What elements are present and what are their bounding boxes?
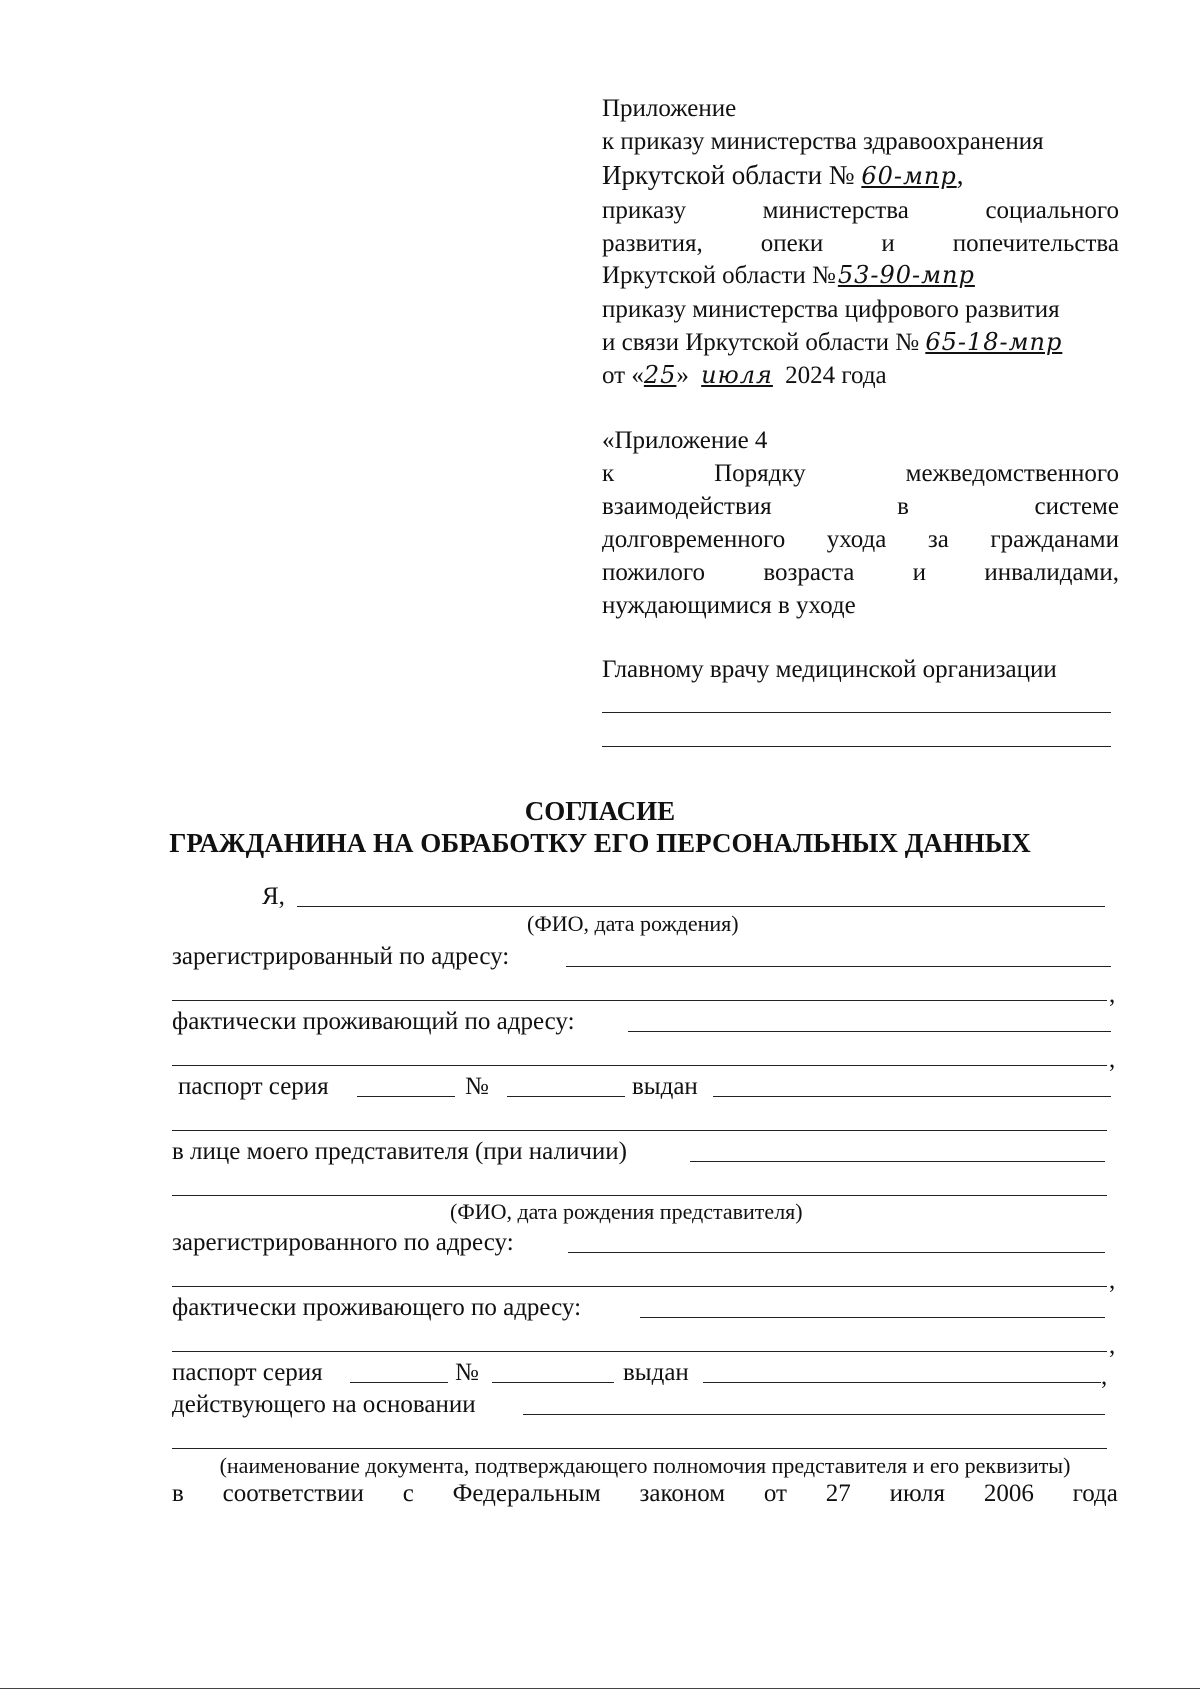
appendix-label: Приложение (602, 95, 737, 122)
registered-address-field-2[interactable] (172, 1000, 1107, 1001)
passport-number-field[interactable] (507, 1096, 625, 1097)
acting-basis-label: действующего на основании (172, 1391, 476, 1418)
passport-series-label: паспорт серия (178, 1073, 329, 1100)
rep-passport-issued-label: выдан (623, 1359, 689, 1386)
rep-actual-label: фактически проживающего по адресу: (172, 1294, 582, 1321)
appendix-line-7: приказу министерства цифрового развития (602, 296, 1060, 323)
fio-caption: (ФИО, дата рождения) (527, 911, 739, 936)
law-reference-line: в соответствии с Федеральным законом от 27 июля 2006 года (172, 1480, 1118, 1507)
fio-field[interactable] (297, 906, 1105, 907)
rep-passport-number-sign: № (455, 1359, 479, 1386)
annex-line-3: взаимодействия в системе (602, 493, 1119, 520)
handwritten-order-number-2: 53-90-мпр (837, 261, 975, 289)
appendix-line-8: и связи Иркутской области № 65-18-мпр (602, 328, 1063, 356)
order-number-label: Иркутской области № (602, 160, 855, 190)
rep-passport-number-field[interactable] (492, 1382, 614, 1383)
representative-field-2[interactable] (172, 1195, 1107, 1196)
handwritten-month: июля (701, 361, 773, 389)
handwritten-day: 25 (643, 361, 677, 389)
rep-passport-issued-field[interactable] (703, 1382, 1101, 1383)
annex-line-2: к Порядку межведомственного (602, 460, 1119, 487)
appendix-order-number-line: Иркутской области № 60-мпр, (602, 160, 964, 190)
passport-series-field[interactable] (357, 1096, 455, 1097)
document-subtitle: ГРАЖДАНИНА НА ОБРАБОТКУ ЕГО ПЕРСОНАЛЬНЫХ ДАННЫХ (169, 828, 1031, 858)
representative-caption: (ФИО, дата рождения представителя) (450, 1199, 803, 1224)
appendix-line-6: Иркутской области №53-90-мпр (602, 261, 975, 289)
actual-address-field[interactable] (628, 1031, 1111, 1032)
actual-address-field-2[interactable] (172, 1065, 1107, 1066)
registered-label: зарегистрированный по адресу: (172, 943, 510, 970)
passport-issued-label: выдан (632, 1073, 698, 1100)
addressee-line: Главному врачу медицинской организации (602, 656, 1057, 683)
rep-actual-address-field-2[interactable] (172, 1351, 1107, 1352)
acting-basis-field[interactable] (523, 1414, 1105, 1415)
ya-label: Я, (262, 883, 285, 910)
appendix-line-4: приказу министерства социального (602, 197, 1119, 224)
rep-registered-address-field-2[interactable] (172, 1286, 1107, 1287)
passport-issued-field-2[interactable] (172, 1130, 1107, 1131)
document-title: СОГЛАСИЕ (524, 796, 676, 826)
annex-title: «Приложение 4 (602, 427, 768, 454)
passport-number-sign: № (465, 1073, 489, 1100)
appendix-line-5: развития, опеки и попечительства (602, 230, 1119, 257)
passport-issued-field[interactable] (713, 1096, 1111, 1097)
document-caption: (наименование документа, подтверждающего полномочия представителя и его реквизиты) (219, 1453, 1071, 1478)
representative-field[interactable] (690, 1161, 1105, 1162)
rep-actual-address-field[interactable] (640, 1317, 1105, 1318)
handwritten-order-number: 60-мпр (861, 162, 957, 190)
rep-passport-series-label: паспорт серия (172, 1359, 323, 1386)
actual-label: фактически проживающий по адресу: (172, 1008, 575, 1035)
appendix-order-line: к приказу министерства здравоохранения (602, 128, 1044, 155)
annex-line-6: нуждающимися в уходе (602, 592, 856, 619)
annex-line-5: пожилого возраста и инвалидами, (602, 559, 1119, 586)
appendix-date-line: от «25» июля 2024 года (602, 361, 887, 389)
acting-basis-field-2[interactable] (172, 1448, 1107, 1449)
addressee-blank-1[interactable] (602, 712, 1111, 713)
handwritten-order-number-3: 65-18-мпр (925, 328, 1063, 356)
rep-registered-address-field[interactable] (568, 1252, 1105, 1253)
rep-passport-series-field[interactable] (350, 1382, 448, 1383)
registered-address-field[interactable] (566, 966, 1111, 967)
addressee-blank-2[interactable] (602, 746, 1111, 747)
rep-registered-label: зарегистрированного по адресу: (172, 1229, 514, 1256)
representative-label: в лице моего представителя (при наличии) (172, 1138, 627, 1165)
annex-line-4: долговременного ухода за гражданами (602, 526, 1119, 553)
page-bottom-rule (0, 1688, 1200, 1689)
